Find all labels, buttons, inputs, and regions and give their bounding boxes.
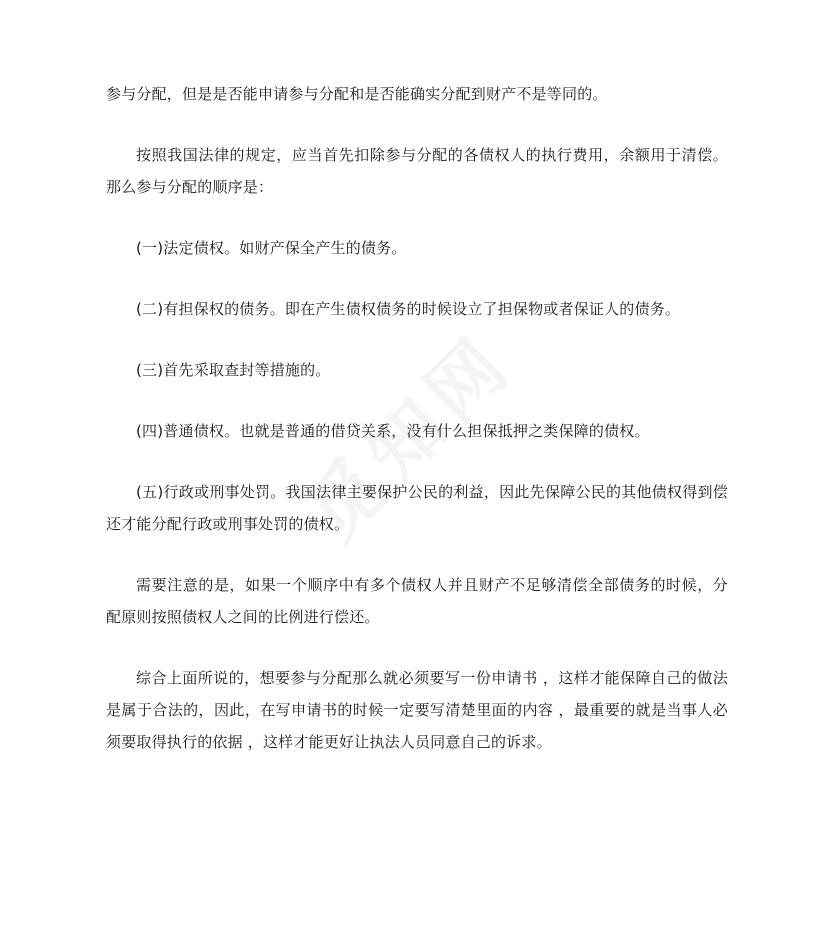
list-item-3: (三)首先采取查封等措施的。	[136, 361, 331, 379]
list-item-4: (四)普通债权。也就是普通的借贷关系，没有什么担保抵押之类保障的债权。	[136, 422, 650, 440]
list-item-5: (五)行政或刑事处罚。我国法律主要保护公民的利益，因此先保障公民的其他债权得到偿还才能分配行政或刑事处罚的债权。	[106, 483, 728, 533]
list-item-2: (二)有担保权的债务。即在产生债权债务的时候设立了担保物或者保证人的债务。	[136, 300, 681, 318]
list-item-1: (一)法定债权。如财产保全产生的债务。	[136, 239, 407, 257]
paragraph-1: 参与分配，但是是否能申请参与分配和是否能确实分配到财产不是等同的。	[106, 85, 608, 103]
summary-paragraph: 综合上面所说的，想要参与分配那么就必须要写一份申请书 ，这样才能保障自己的做法是属于合法的，因此，在写申请书的时候一定要写清楚里面的内容 ，最重要的就是当事人必须要取得执行的依据 ，这样才能更好让执法人员同意自己的诉求。	[106, 669, 728, 751]
note-paragraph: 需要注意的是，如果一个顺序中有多个债权人并且财产不足够清偿全部债务的时候，分配原则按照债权人之间的比例进行偿还。	[106, 576, 728, 626]
paragraph-2: 按照我国法律的规定，应当首先扣除参与分配的各债权人的执行费用，余额用于清偿。那么参与分配的顺序是：	[106, 146, 728, 196]
document-body	[106, 78, 728, 758]
